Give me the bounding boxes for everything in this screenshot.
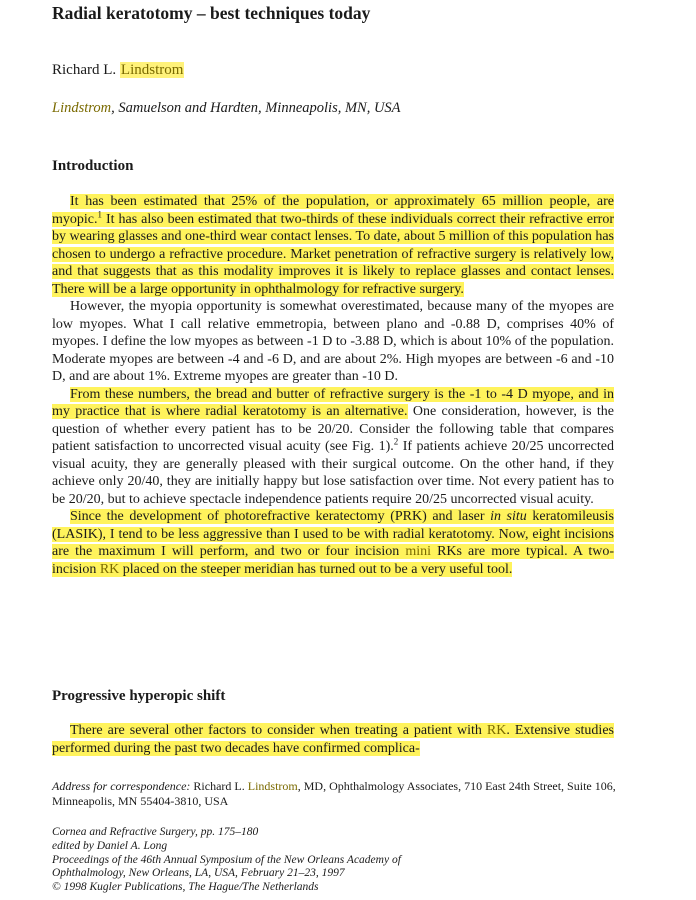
author-line (52, 62, 184, 79)
author-last-name: Lindstrom (120, 62, 184, 78)
section-heading-introduction: Introduction (52, 158, 134, 174)
intro-p4-italic: in situ (490, 509, 527, 524)
citation-ref-1: 1 (97, 208, 102, 219)
highlight-span (52, 723, 614, 756)
introduction-body (52, 193, 614, 578)
intro-p4-text-d: placed on the steeper meridian has turned out to be a very useful tool. (119, 561, 513, 577)
affiliation-line (52, 100, 401, 117)
intro-p1-text-b: It has also been estimated that two-thirds of these individuals correct their refractive error by wearing glasses and one-third wear contact lenses. To date, about 5 million of this population has chosen to undergo a refractive procedure. Market penetration of refractive surgery is relatively low, and that suggests that as this modality improves it is likely to replace glasses and contact lenses. There will be a large opportunity in ophthalmology for refractive surgery. (52, 211, 614, 297)
hyperopic-text-a: There are several other factors to consider when treating a patient with (70, 723, 487, 738)
footer-line: © 1998 Kugler Publications, The Hague/The Netherlands (52, 881, 319, 894)
footer-line: Ophthalmology, New Orleans, LA, USA, February 21–23, 1997 (52, 867, 345, 880)
affiliation-rest: , Samuelson and Hardten, Minneapolis, MN, USA (111, 100, 401, 116)
hyperopic-text-b: . Extensive studies performed during the past two decades have confirmed complica- (52, 723, 614, 756)
intro-p3-text-b: If patients achieve 20/25 uncorrected visual acuity, they are generally pleased with their surgical outcome. On the other hand, if they achieve only 20/40, they are initially happy but lose satisfaction over time. Not every patient has to be 20/20, but to achieve spectacle independence patients require 20/25 uncorrected visual acuity. (52, 439, 614, 507)
address-text-a: Richard L. (190, 779, 248, 793)
paper-title: Radial keratotomy – best techniques today (52, 3, 371, 23)
intro-p1-text-a: It has been estimated that 25% of the population, or approximately 65 million people, are myopic. (52, 194, 614, 227)
affiliation-name: Lindstrom (52, 100, 112, 116)
highlight-span (52, 194, 614, 297)
intro-p4-text-c: RKs are more typical. A two-incision (52, 544, 615, 577)
footer-line: Cornea and Refractive Surgery, pp. 175–180 (52, 826, 259, 838)
intro-paragraph-2: However, the myopia opportunity is somewhat overestimated, because many of the myopes are low myopes. What I call relative emmetropia, between plano and -0.88 D, comprises 40% of myopes. I define the low myopes as between -1 D to -3.88 D, which is about 10% of the population. Moderate myopes are between -4 and -6 D, and are about 2%. High myopes are between -6 and -10 D, and are about 1%. Extreme myopes are greater than -10 D. (52, 299, 614, 384)
section-heading-progressive-hyperopic-shift: Progressive hyperopic shift (52, 688, 226, 704)
intro-p4-mini: mini (405, 544, 431, 559)
footer-line: edited by Daniel A. Long (52, 839, 168, 852)
intro-p4-text-b: keratomileusis (LASIK), I tend to be less aggressive than I used to be with radial keratotomy. Now, eight incisions are the maximum I will perform, and two or four incision (52, 509, 615, 559)
publication-footer (52, 826, 612, 895)
address-label: Address for correspondence: (52, 779, 191, 793)
intro-paragraph-1 (52, 193, 614, 298)
highlight-span: From these numbers, the bread and butter of refractive surgery is the -1 to -4 D myope, and in my practice that is where radial keratotomy is an alternative. (52, 386, 614, 419)
footer-line: Proceedings of the 46th Annual Symposium of the New Orleans Academy of (52, 853, 401, 866)
intro-p4-text-a: Since the development of photorefractive keratectomy (PRK) and laser (70, 509, 491, 524)
hyperopic-body (52, 722, 614, 757)
citation-ref-2: 2 (393, 436, 399, 447)
author-first-name: Richard L. (52, 62, 117, 78)
address-name: Lindstrom (247, 779, 298, 793)
address-text-b: , MD, Ophthalmology Associates, 710 East 24th Street, Suite 106, Minneapolis, MN 55404-3810, USA (52, 779, 616, 808)
intro-paragraph-3 (52, 386, 614, 509)
intro-paragraph-4 (52, 508, 614, 578)
highlight-span (52, 509, 614, 577)
hyperopic-paragraph-1 (52, 722, 614, 757)
correspondence-address (52, 779, 620, 809)
hyperopic-rk: RK (486, 723, 507, 738)
intro-p4-rk: RK (99, 561, 120, 577)
intro-p3-text-a: One consideration, however, is the question of whether every patient has to be 20/20. Consider the following table that compares patient satisfaction to uncorrected visual acuity (see Fig. 1). (52, 404, 615, 454)
